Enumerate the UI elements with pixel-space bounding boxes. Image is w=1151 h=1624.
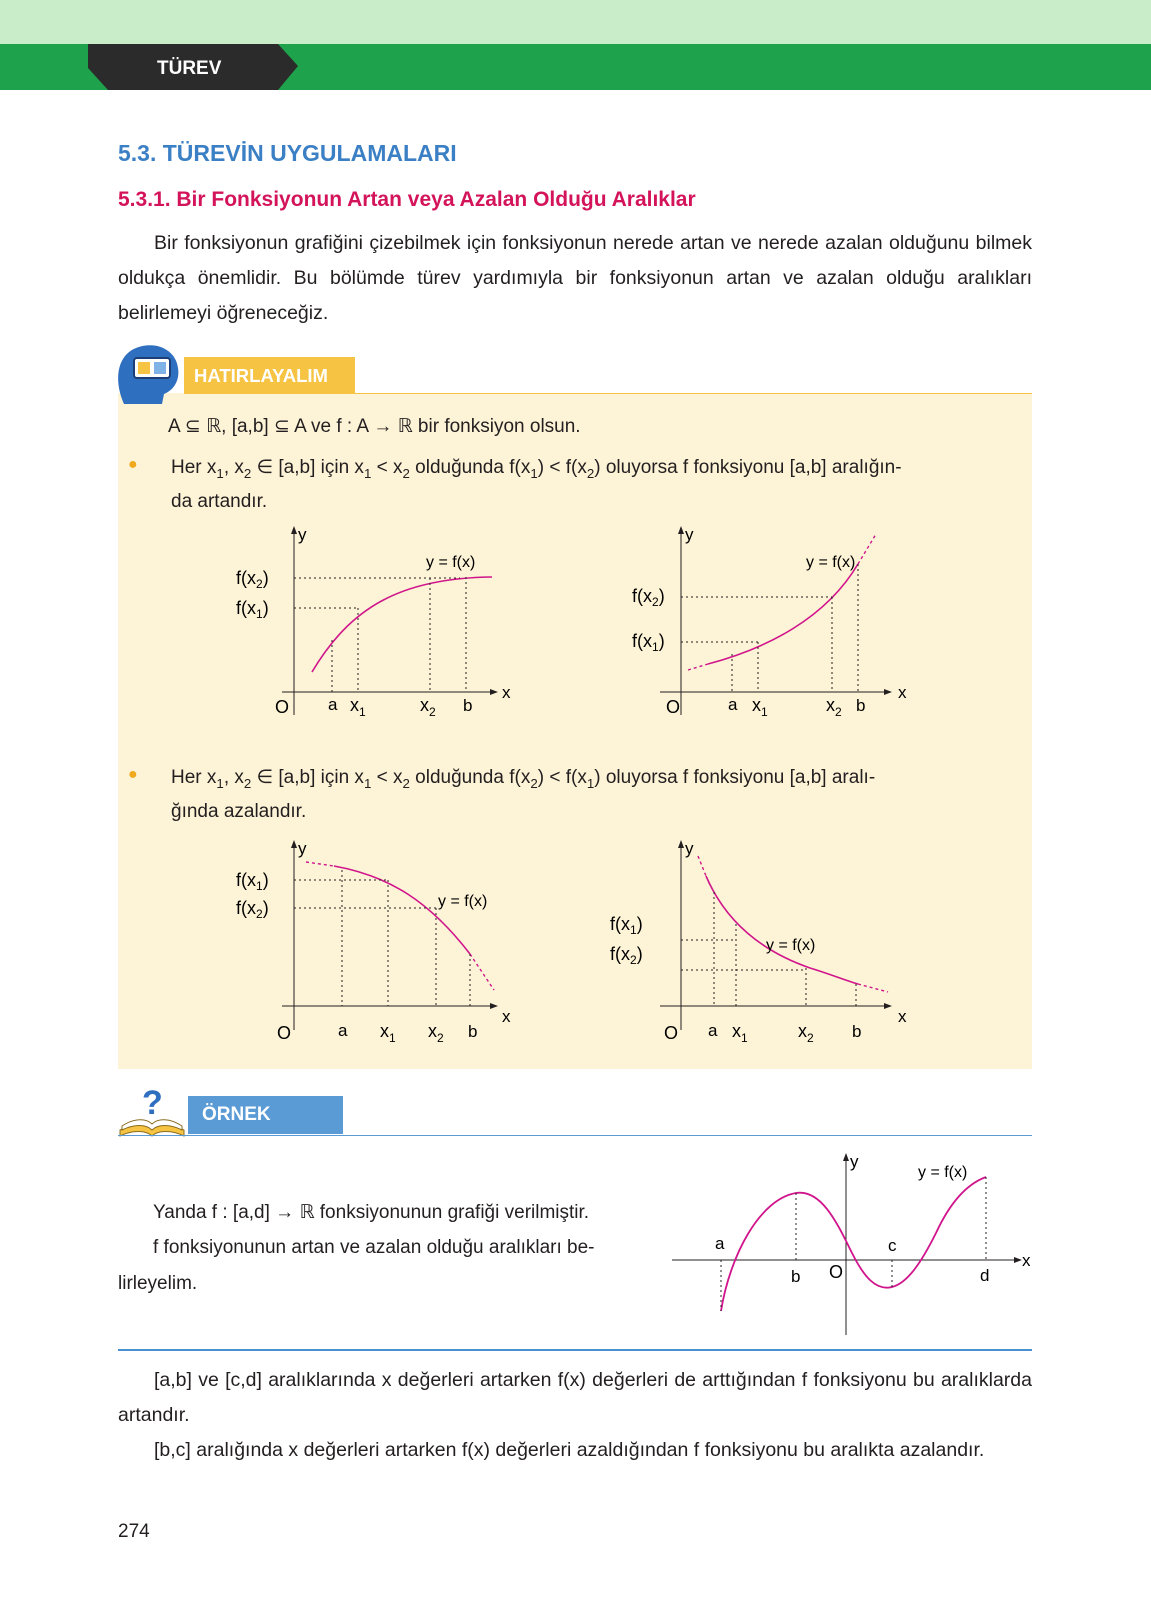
curve-label: y = f(x) (766, 937, 816, 954)
example-line-1: Yanda f : [a,d] → ℝ fonksiyonunun grafiği verilmiştir. (153, 1202, 590, 1223)
decreasing-statement-cont: ğında azalandır. (171, 801, 307, 822)
c-label: c (888, 1236, 897, 1255)
x-label: x (1022, 1251, 1031, 1270)
example-label: ÖRNEK (188, 1096, 343, 1134)
x1-label: $x_1$ (752, 695, 768, 719)
book-question-icon (116, 1078, 188, 1140)
x2-label: $x_2$ (826, 695, 842, 719)
curve-extension (306, 862, 494, 990)
curve-extension-left (688, 664, 708, 670)
guide-lines (721, 1177, 986, 1311)
fx2-label: $f(x_2)$ (632, 586, 665, 609)
section-title: 5.3. TÜREVİN UYGULAMALARI (118, 140, 457, 166)
fx1-label: $f(x_1)$ (610, 914, 643, 937)
header-band (0, 0, 1151, 100)
graph-decreasing-concave (230, 832, 530, 1054)
curve (706, 876, 858, 984)
x-axis-arrow (884, 1003, 892, 1009)
graph-decreasing-convex (610, 832, 918, 1054)
recall-divider (355, 393, 1032, 394)
x1-label: $x_1$ (350, 695, 366, 719)
solution-paragraph-2: [b,c] aralığında x değerleri artarken f(x) değerleri azaldığından f fonksiyonu bu aralıkta azalandır. (154, 1439, 985, 1461)
origin-label: O (277, 1023, 292, 1043)
x-label: x (502, 683, 511, 702)
curve-extension (698, 856, 888, 992)
a-label: a (715, 1234, 725, 1253)
x-axis-arrow (490, 1003, 498, 1009)
svg-text:?: ? (142, 1084, 163, 1122)
recall-label: HATIRLAYALIM (184, 357, 355, 394)
x-label: x (898, 1007, 907, 1026)
y-label: y (850, 1152, 859, 1171)
x2-label: $x_2$ (428, 1021, 444, 1045)
a-label: a (728, 695, 738, 714)
fx2-label: $f(x_2)$ (610, 944, 643, 967)
d-label: d (980, 1266, 990, 1285)
b-label: b (852, 1022, 862, 1041)
graph-example (660, 1145, 1050, 1341)
graph-increasing-convex (618, 520, 918, 740)
curve (312, 577, 492, 672)
graph-increasing-concave (230, 520, 530, 740)
y-label: y (298, 839, 307, 858)
bullet-increasing: ● (128, 456, 138, 473)
guide-lines (294, 870, 470, 1006)
header-tab-label: TÜREV (157, 58, 222, 79)
curve (721, 1177, 986, 1311)
solution-paragraph-1: [a,b] ve [c,d] aralıklarında x değerleri artarken f(x) değerleri de arttığından f fonksiyonu bu aralıklarda artandır. (118, 1369, 1032, 1426)
curve-label: y = f(x) (918, 1164, 968, 1181)
example-divider (118, 1135, 1032, 1136)
thinking-head-icon (112, 342, 184, 408)
b-label: b (856, 696, 866, 715)
intro-paragraph: Bir fonksiyonun grafiğini çizebilmek için fonksiyonun nerede artan ve nerede azalan olduğunu bilmek oldukça önemlidir. Bu bölümde türev yardımıyla bir fonksiyonun artan ve azalan olduğu aralıkları belirlemeyi öğreneceğiz. (118, 232, 1032, 324)
page-number: 274 (118, 1521, 150, 1542)
y-axis-arrow (678, 526, 684, 534)
fx2-label: $f(x_2)$ (236, 568, 269, 591)
curve-label: y = f(x) (438, 893, 488, 910)
y-label: y (685, 525, 694, 544)
example-line-2: f fonksiyonunun artan ve azalan olduğu aralıkları be- (153, 1237, 595, 1258)
y-label: y (685, 839, 694, 858)
guide-lines (681, 564, 858, 692)
recall-definition: A ⊆ ℝ, [a,b] ⊆ A ve f : A → ℝ bir fonksiyon olsun. (168, 416, 581, 437)
y-axis-arrow (291, 840, 297, 848)
x2-label: $x_2$ (798, 1021, 814, 1045)
guide-lines (294, 577, 466, 692)
fx1-label: $f(x_1)$ (236, 870, 269, 893)
x1-label: $x_1$ (380, 1021, 396, 1045)
curve (708, 564, 858, 664)
x1-label: $x_1$ (732, 1021, 748, 1045)
curve-label: y = f(x) (426, 554, 476, 571)
a-label: a (708, 1021, 718, 1040)
curve-extension (858, 534, 876, 564)
b-label: b (468, 1022, 478, 1041)
x-label: x (898, 683, 907, 702)
fx2-label: $f(x_2)$ (236, 898, 269, 921)
x2-label: $x_2$ (420, 695, 436, 719)
origin-label: O (666, 697, 681, 717)
y-axis-arrow (843, 1153, 849, 1161)
subsection-title: 5.3.1. Bir Fonksiyonun Artan veya Azalan Olduğu Aralıklar (118, 188, 696, 211)
fx1-label: $f(x_1)$ (632, 631, 665, 654)
b-label: b (463, 696, 473, 715)
origin-label: O (664, 1023, 679, 1043)
curve (334, 866, 470, 954)
x-axis-arrow (490, 689, 498, 695)
y-axis-arrow (291, 526, 297, 534)
increasing-statement-cont: da artandır. (171, 491, 268, 512)
y-axis-arrow (678, 840, 684, 848)
x-axis-arrow (1014, 1257, 1022, 1263)
decreasing-statement: Her $x_1$, $x_2$ ∈ [a,b] için $x_1 < x_2$ olduğunda $f(x_2) < f(x_1)$ oluyorsa f fonksiyonu [a,b] aralı- (171, 767, 876, 791)
curve-label: y = f(x) (806, 554, 856, 571)
origin-label: O (275, 697, 290, 717)
example-line-3: lirleyelim. (118, 1273, 198, 1294)
x-label: x (502, 1007, 511, 1026)
bullet-decreasing: ● (128, 766, 138, 783)
y-label: y (298, 525, 307, 544)
a-label: a (328, 695, 338, 714)
b-label: b (791, 1267, 801, 1286)
x-axis-arrow (884, 689, 892, 695)
a-label: a (338, 1021, 348, 1040)
solution-divider (118, 1349, 1032, 1351)
origin-label: O (829, 1262, 844, 1282)
fx1-label: $f(x_1)$ (236, 598, 269, 621)
increasing-statement: Her $x_1$, $x_2$ ∈ [a,b] için $x_1 < x_2$ olduğunda $f(x_1) < f(x_2)$ oluyorsa f fonksiyonu [a,b] aralığın- (171, 457, 902, 481)
